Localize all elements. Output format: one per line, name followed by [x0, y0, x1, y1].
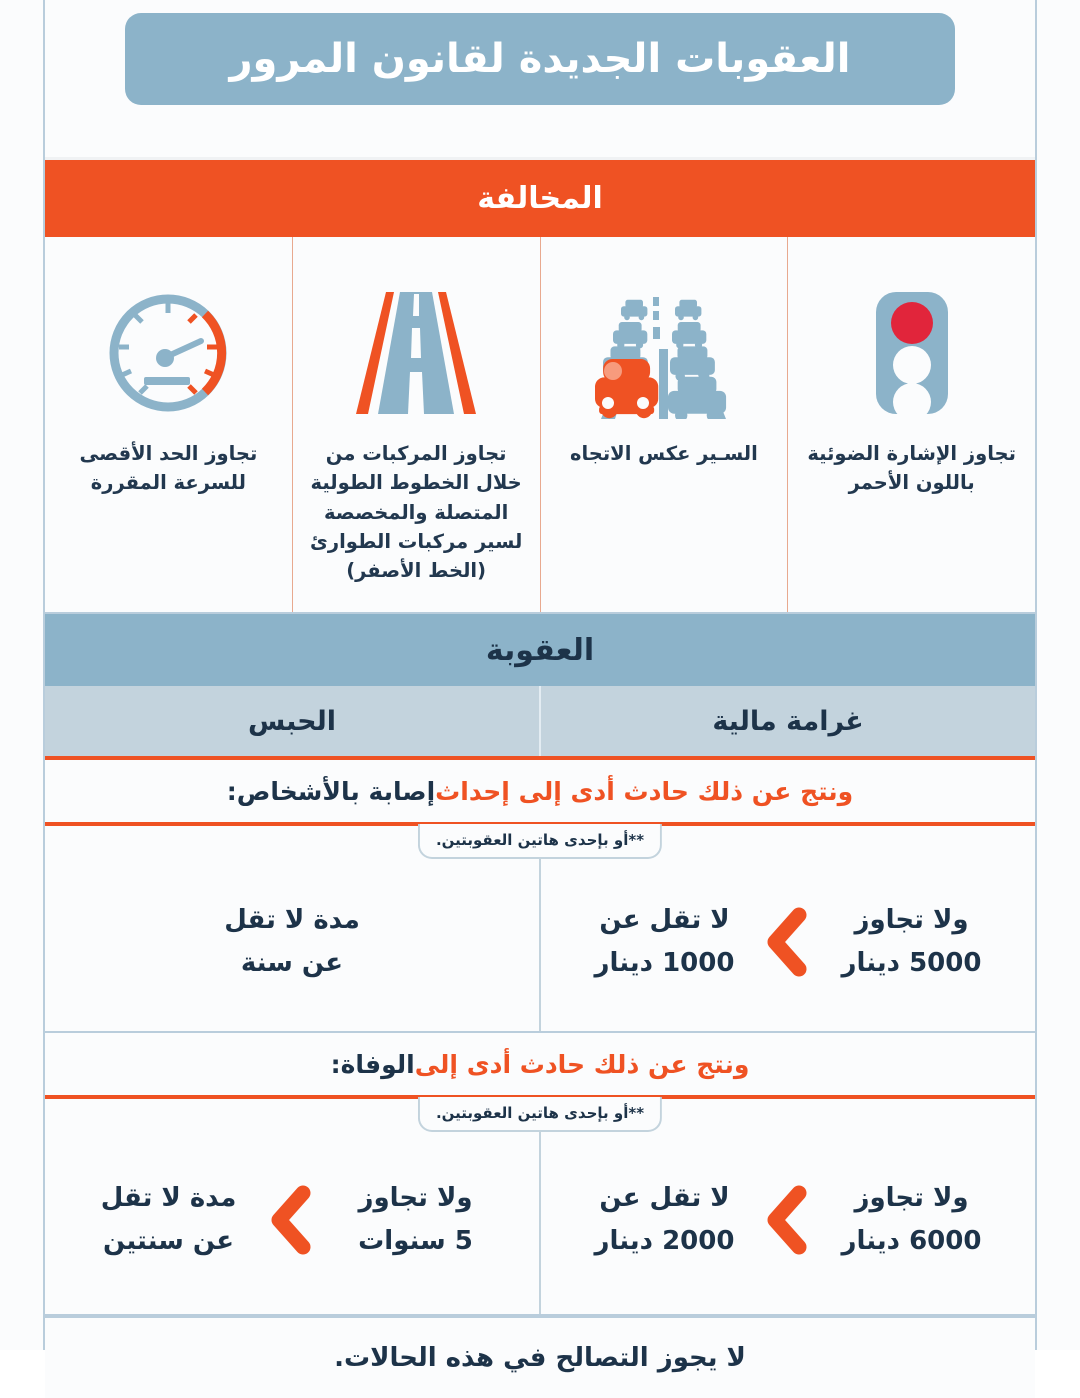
wrong-way-traffic-icon — [571, 283, 756, 423]
violation-caption: تجاوز الحد الأقصى للسرعة المقررة — [79, 442, 258, 495]
road-lane-icon — [350, 283, 482, 423]
penalty-column-fine: غرامة مالية — [539, 686, 1035, 756]
case-header-highlight: الوفاة: — [330, 1049, 415, 1079]
case-body-death — [45, 1099, 1035, 1316]
traffic-light-icon — [874, 283, 950, 423]
violation-caption: تجاوز المركبات من خلال الخطوط الطولية المتصلة والمخصصة لسير مركبات الطوارئ (الخط الأصفر) — [310, 442, 523, 582]
case-note-injury: **أو بإحدى هاتين العقوبتين. — [418, 824, 662, 859]
fine-min-value: لا تقل عن 2000 دينار — [594, 1183, 735, 1256]
page-title: العقوبات الجديدة لقانون المرور — [125, 13, 955, 105]
case-body-injury — [45, 826, 1035, 1033]
violation-item-road-lane — [292, 237, 540, 612]
chevron-left-icon — [266, 1185, 318, 1255]
imprisonment-min-value: مدة لا تقل عن سنتين — [100, 1183, 237, 1256]
case-header-death — [45, 1033, 1035, 1099]
case-header-highlight: إصابة بالأشخاص: — [226, 776, 436, 806]
case-header-text: ونتج عن ذلك حادث أدى إلى إحداث — [435, 776, 854, 806]
penalty-column-imprisonment: الحبس — [247, 705, 337, 737]
violation-caption: السـير عكس الاتجاه — [569, 442, 758, 465]
penalties-board — [45, 157, 1035, 1373]
violation-item-wrong-way — [540, 237, 788, 612]
fine-min-value: لا تقل عن 1000 دينار — [594, 905, 735, 978]
violation-icons-row — [45, 237, 1035, 614]
violation-item-traffic-light — [787, 237, 1035, 612]
imprisonment-max-value: ولا تجاوز 5 سنوات — [358, 1183, 473, 1256]
violation-caption: تجاوز الإشارة الضوئية باللون الأحمر — [807, 442, 1016, 495]
speedometer-icon — [104, 283, 232, 423]
violation-header: المخالفة — [45, 157, 1035, 237]
case-header-text: ونتج عن ذلك حادث أدى إلى — [414, 1049, 750, 1079]
title-area — [0, 0, 1080, 140]
fine-max-value: ولا تجاوز 6000 دينار — [841, 1183, 982, 1256]
case-header-injury — [45, 760, 1035, 826]
penalty-header: العقوبة — [45, 614, 1035, 686]
fine-max-value: ولا تجاوز 5000 دينار — [841, 905, 982, 978]
footer-note: لا يجوز التصالح في هذه الحالات. — [45, 1316, 1035, 1398]
violation-item-speeding — [45, 237, 292, 612]
case-note-death: **أو بإحدى هاتين العقوبتين. — [418, 1097, 662, 1132]
penalty-columns — [45, 686, 1035, 760]
chevron-left-icon — [762, 907, 814, 977]
chevron-left-icon — [762, 1185, 814, 1255]
imprisonment-min-value: مدة لا تقل عن سنة — [224, 905, 360, 978]
right-rail — [1035, 0, 1037, 1350]
